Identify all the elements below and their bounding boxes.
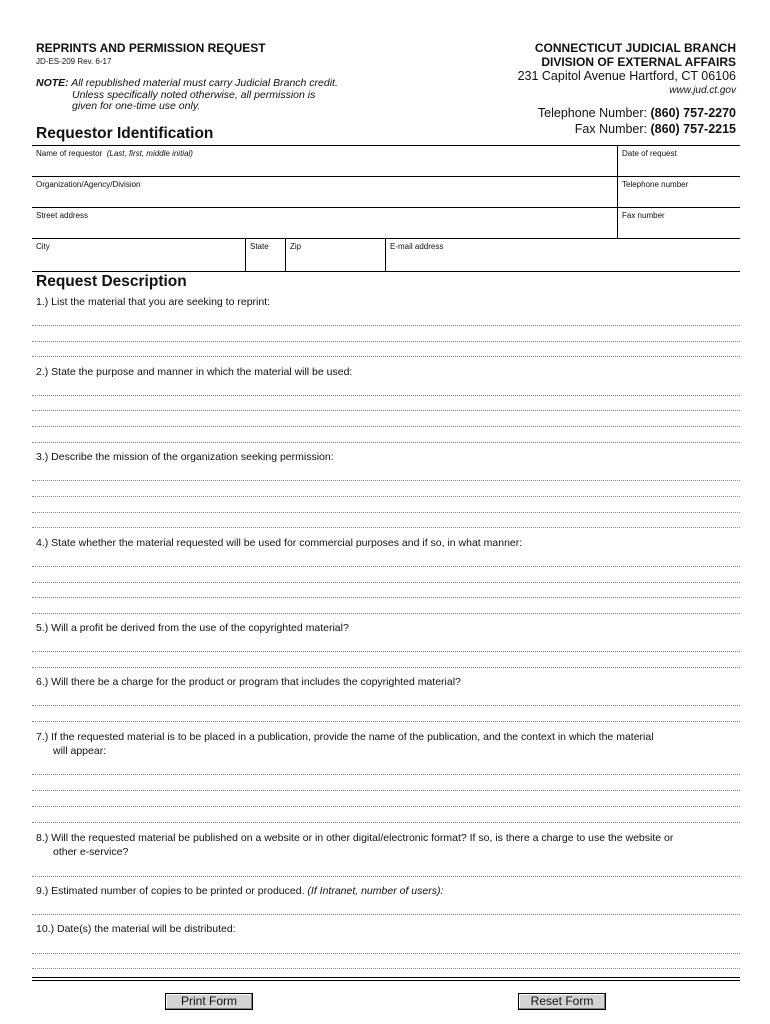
answer-line-3d[interactable]	[32, 527, 740, 528]
answer-line-2b[interactable]	[32, 410, 740, 411]
footer-rule-top	[32, 977, 740, 978]
name-label: Name of requestor	[36, 149, 103, 158]
footer-rule-bottom	[32, 980, 740, 981]
note-line-2: Unless specifically noted otherwise, all permission is	[72, 88, 316, 101]
answer-line-4d[interactable]	[32, 613, 740, 614]
grid-row-street	[32, 207, 740, 239]
answer-line-10a[interactable]	[32, 953, 740, 954]
answer-line-7c[interactable]	[32, 806, 740, 807]
street-label: Street address	[36, 211, 89, 220]
date-field[interactable]	[617, 146, 740, 177]
note-line-3: given for one-time use only.	[72, 100, 201, 112]
question-9-hint: (If Intranet, number of users):	[307, 885, 444, 897]
zip-label: Zip	[290, 242, 302, 251]
answer-line-1a[interactable]	[32, 325, 740, 326]
requestor-section-title: Requestor Identification	[36, 125, 214, 142]
question-7	[36, 730, 654, 758]
agency-block	[518, 41, 736, 98]
question-8-line-2: other e-service?	[53, 846, 129, 858]
email-label: E-mail address	[390, 242, 444, 251]
city-label: City	[36, 242, 50, 251]
agency-website[interactable]: www.jud.ct.gov	[669, 85, 736, 96]
answer-line-3a[interactable]	[32, 480, 740, 481]
requestor-grid	[32, 145, 740, 272]
question-9-text: 9.) Estimated number of copies to be printed or produced.	[36, 885, 305, 897]
question-7-line-1: 7.) If the requested material is to be placed in a publication, provide the name of the publication, and the context in which the material	[36, 731, 654, 743]
question-6: 6.) Will there be a charge for the product or program that includes the copyrighted material?	[36, 676, 461, 688]
telephone-field[interactable]	[617, 177, 740, 208]
answer-line-3c[interactable]	[32, 512, 740, 513]
street-field[interactable]	[32, 208, 617, 239]
answer-line-8a[interactable]	[32, 876, 740, 877]
question-10: 10.) Date(s) the material will be distributed:	[36, 923, 236, 935]
answer-line-1b[interactable]	[32, 341, 740, 342]
email-field[interactable]	[385, 239, 740, 272]
answer-line-5b[interactable]	[32, 667, 740, 668]
answer-line-2d[interactable]	[32, 442, 740, 443]
state-field[interactable]	[245, 239, 285, 272]
answer-line-9a[interactable]	[32, 914, 740, 915]
answer-line-7b[interactable]	[32, 790, 740, 791]
question-4: 4.) State whether the material requested will be used for commercial purposes and if so, in what manner:	[36, 537, 523, 549]
answer-line-4a[interactable]	[32, 566, 740, 567]
question-5: 5.) Will a profit be derived from the use of the copyrighted material?	[36, 622, 349, 634]
zip-field[interactable]	[285, 239, 385, 272]
contact-numbers	[538, 106, 736, 137]
request-section-title: Request Description	[36, 273, 187, 290]
answer-line-4c[interactable]	[32, 597, 740, 598]
fax-field-label: Fax number	[622, 211, 665, 220]
agency-address: 231 Capitol Avenue Hartford, CT 06106	[517, 69, 736, 83]
telephone-value: (860) 757-2270	[650, 106, 736, 120]
answer-line-6a[interactable]	[32, 705, 740, 706]
city-field[interactable]	[32, 239, 245, 272]
telephone-label: Telephone Number:	[537, 106, 648, 120]
note	[36, 78, 376, 113]
question-8	[36, 831, 673, 859]
answer-line-10b[interactable]	[32, 968, 740, 969]
answer-line-5a[interactable]	[32, 651, 740, 652]
grid-row-org	[32, 176, 740, 208]
question-1: 1.) List the material that you are seeking to reprint:	[36, 296, 271, 308]
form-title: REPRINTS AND PERMISSION REQUEST	[36, 41, 266, 55]
answer-line-2a[interactable]	[32, 395, 740, 396]
agency-name: CONNECTICUT JUDICIAL BRANCH	[534, 41, 736, 55]
name-hint: (Last, first, middle initial)	[106, 149, 193, 158]
organization-field[interactable]	[32, 177, 617, 208]
answer-line-3b[interactable]	[32, 496, 740, 497]
fax-value: (860) 757-2215	[650, 121, 736, 136]
answer-line-2c[interactable]	[32, 426, 740, 427]
question-2: 2.) State the purpose and manner in which the material will be used:	[36, 366, 353, 378]
question-7-line-2: will appear:	[53, 745, 107, 757]
answer-line-7d[interactable]	[32, 822, 740, 823]
answer-line-4b[interactable]	[32, 582, 740, 583]
print-form-button[interactable]: Print Form	[165, 993, 253, 1010]
answer-line-1c[interactable]	[32, 356, 740, 357]
question-9	[36, 884, 443, 898]
telephone-field-label: Telephone number	[622, 180, 689, 189]
division-name: DIVISION OF EXTERNAL AFFAIRS	[541, 55, 736, 69]
fax-field[interactable]	[617, 208, 740, 239]
note-label: NOTE:	[36, 77, 69, 89]
grid-row-city	[32, 238, 740, 272]
form-code: JD-ES-209 Rev. 6-17	[36, 57, 112, 66]
grid-row-name	[32, 145, 740, 177]
question-3: 3.) Describe the mission of the organization seeking permission:	[36, 451, 334, 463]
state-label: State	[250, 242, 269, 251]
answer-line-7a[interactable]	[32, 774, 740, 775]
reset-form-button[interactable]: Reset Form	[518, 993, 606, 1010]
date-label: Date of request	[622, 149, 677, 158]
organization-label: Organization/Agency/Division	[36, 180, 141, 189]
question-8-line-1: 8.) Will the requested material be published on a website or in other digital/electronic format? If so, is there a charge to use the website or	[36, 832, 674, 844]
answer-line-6b[interactable]	[32, 721, 740, 722]
note-line-1: All republished material must carry Judicial Branch credit.	[71, 77, 338, 89]
name-field[interactable]	[32, 146, 617, 177]
fax-label: Fax Number:	[574, 121, 648, 136]
